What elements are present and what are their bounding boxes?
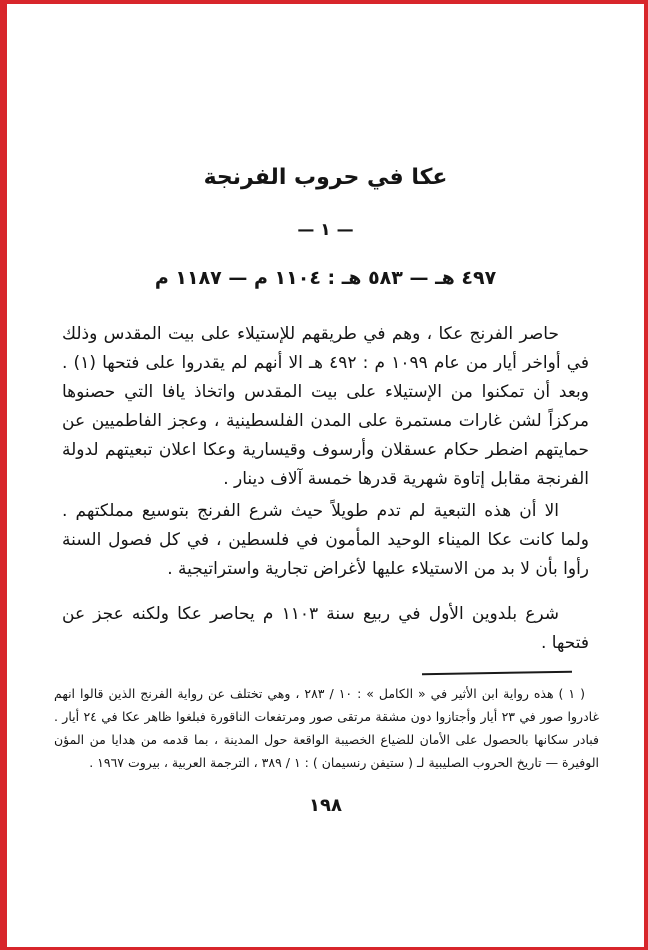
page-title: عكا في حروب الفرنجة [203,165,448,190]
body-text [62,320,589,658]
paragraph-2: الا أن هذه التبعية لم تدم طويلاً حيث شرع الفرنج بتوسيع مملكتهم . ولما كانت عكا الميناء الوحيد المأمون في فلسطين ، في كل فصول السنة رأوا بأن لا بد من الاستيلاء عليها لأغراض تجارية واستراتيجية . [62,501,589,579]
scanned-page [7,4,644,947]
date-range: ٤٩٧ هـ — ٥٨٣ هـ : ١١٠٤ م — ١١٨٧ م [154,267,497,289]
paragraph-3: شرع بلدوين الأول في ربيع سنة ١١٠٣ م يحاصر عكا ولكنه عجز عن فتحها . [62,604,589,653]
footnote: ( ١ ) هذه رواية ابن الأثير في « الكامل » : ١٠ / ٢٨٣ ، وهي تختلف عن رواية الفرنج الذين قالوا انهم غادروا صور في ٢٣ أيار وأجتازوا دون مشقة مرتقى صور ومرتفعات الناقورة فبلغوا ظاهر عكا في ٢٤ أيار . فبادر سكانها بالحصول على الأمان للضياع الخصيبة الواقعة حول المدينة ، بما قدمه من هدايا من المؤن الوفيرة — تاريخ الحروب الصليبية لـ ( ستيفن رنسيمان ) : ١ / ٣٨٩ ، الترجمة العربية ، بيروت ١٩٦٧ . [54,686,600,770]
page-number: ١٩٨ [309,795,342,816]
paragraph-1: حاصر الفرنج عكا ، وهم في طريقهم للإستيلاء على بيت المقدس وذلك في أواخر أيار من عام ١٠٩٩ م : ٤٩٢ هـ الا أنهم لم يقدروا على فتحها (١) . وبعد أن تمكنوا من الإستيلاء على بيت المقدس واتخاذ يافا التي حصنوها مركزاً لشن غارات مستمرة على المدن الفلسطينية ، وعجز الفاطميين عن حمايتهم اضطر حكام عسقلان وأرسوف وقيسارية وعكا اعلان تبعيتهم لدولة الفرنجة مقابل إتاوة شهرية قدرها خمسة آلاف دينار . [62,324,589,489]
footnote-separator [422,671,572,676]
section-number: — ١ — [297,220,354,240]
